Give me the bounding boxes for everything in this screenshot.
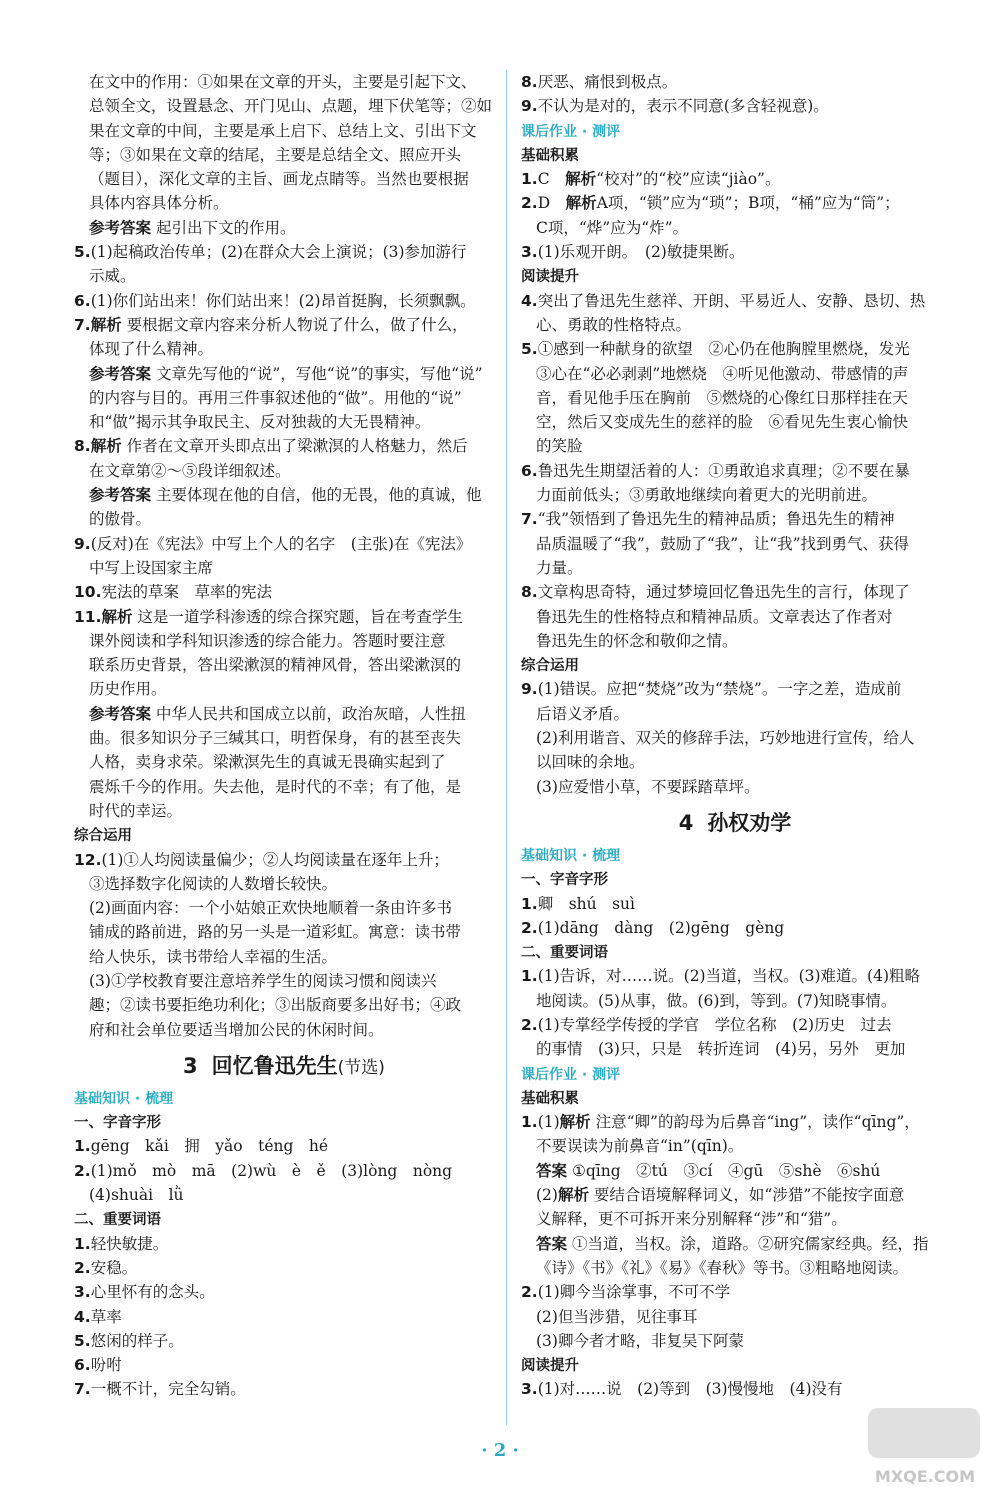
band-heading-text: 课后作业 · 测评 (521, 123, 621, 140)
answer-line (521, 775, 949, 799)
keyword-label: 答案 (536, 1234, 568, 1253)
column-divider (506, 70, 507, 1425)
answer-text: (1)错误。应把“焚烧”改为“禁烧”。一字之差，造成前 (537, 680, 902, 699)
answer-line (74, 580, 494, 604)
question-number: 1. (521, 170, 538, 189)
answer-text: (1)mǒ mò mā (2)wù è ě (3)lòng nòng (90, 1161, 453, 1180)
answer-text: C项，“烨”应为“炸”。 (536, 218, 689, 237)
answer-text: ③心在“必必剥剥”地燃烧 ④听见他激动、带感情的声 (536, 364, 909, 383)
keyword-label: 参考答案 (89, 486, 152, 505)
answer-text: “我”领悟到了鲁迅先生的精神品质；鲁迅先生的精神 (537, 510, 895, 529)
answer-line (521, 916, 949, 940)
subheading (521, 264, 949, 288)
answer-text: 悠闲的样子。 (90, 1331, 184, 1350)
answer-line (74, 726, 494, 750)
answer-line (74, 119, 494, 143)
answer-text: ①当道，当权。涂，道路。②研究儒家经典。经，指 (567, 1234, 929, 1253)
answer-text: 体现了什么精神。 (89, 340, 214, 359)
answer-line (521, 989, 949, 1013)
answer-text: 义解释，更不可拆开来分别解释“涉”和“猎”。 (536, 1210, 847, 1229)
answer-line (74, 556, 494, 580)
answer-line (521, 726, 949, 750)
right-column (521, 70, 949, 1402)
answer-text: 历史作用。 (89, 680, 167, 699)
answer-text: (1)起稿政治传单；(2)在群众大会上演说；(3)参加游行 (90, 243, 467, 262)
answer-text: (1)①人均阅读量偏少；②人均阅读量在逐年上升； (101, 850, 449, 869)
answer-line (521, 70, 949, 94)
answer-line (74, 799, 494, 823)
answer-line (74, 1377, 494, 1401)
answer-text: 空，然后又变成先生的慈祥的脸 ⑥看见先生衷心愉快 (536, 413, 909, 432)
answer-text: 府和社会单位要适当增加公民的休闲时间。 (89, 1020, 384, 1039)
answer-text: (2) (536, 1186, 558, 1205)
keyword-label: 参考答案 (89, 364, 152, 383)
answer-line (74, 1183, 494, 1207)
page-number-value: 2 (493, 1440, 507, 1461)
answer-text: 品质温暖了“我”，鼓励了“我”，让“我”找到勇气、获得 (536, 534, 910, 553)
subheading (74, 1110, 494, 1134)
section-number: 4 (678, 810, 694, 835)
answer-line (74, 1232, 494, 1256)
subheading (521, 1353, 949, 1377)
question-number: 12. (74, 850, 102, 869)
answer-text: 力量。 (536, 558, 583, 577)
answer-line (74, 1159, 494, 1183)
answer-text: 力面前低头；③勇敢地继续向着更大的光明前进。 (536, 486, 878, 505)
answer-line (521, 677, 949, 701)
answer-line (521, 629, 949, 653)
answer-line (521, 410, 949, 434)
answer-line (74, 483, 494, 507)
keyword-label: 参考答案 (89, 704, 152, 723)
answer-line (521, 1037, 949, 1061)
answer-line (74, 94, 494, 118)
answer-line (74, 969, 494, 993)
section-title-text: 孙权劝学 (707, 810, 792, 835)
answer-text: 宪法的草案 草率的宪法 (101, 583, 272, 602)
answer-text: 起引出下文的作用。 (151, 218, 296, 237)
answer-text: (1)dāng dàng (2)gēng gèng (537, 918, 785, 937)
answer-text: 一概不计，完全勾销。 (90, 1380, 246, 1399)
answer-text: 果在文章的中间，主要是承上启下、总结上文、引出下文 (89, 121, 477, 140)
answer-text: 人格，卖身求荣。梁漱溟先生的真诚无畏确实起到了 (89, 753, 446, 772)
answer-line (74, 167, 494, 191)
question-number: 2. (74, 1161, 91, 1180)
answer-text: 以回味的余地。 (536, 753, 645, 772)
keyword-label: 解析 (565, 170, 597, 189)
subheading-text: 基础积累 (521, 1090, 579, 1107)
subheading-text: 一、字音字形 (521, 872, 608, 889)
left-column (74, 70, 494, 1402)
answer-line (74, 1256, 494, 1280)
answer-line (521, 459, 949, 483)
question-number: 8. (521, 583, 538, 602)
answer-text: (1)你们站出来！你们站出来！(2)昂首挺胸，长须飘飘。 (90, 291, 476, 310)
question-number: 8. (74, 437, 91, 456)
answer-line (74, 362, 494, 386)
answer-text: 安稳。 (90, 1258, 138, 1277)
answer-line (521, 216, 949, 240)
keyword-label: 解析 (101, 607, 133, 626)
answer-line (521, 94, 949, 118)
page-number: · 2 · (481, 1440, 519, 1461)
answer-text: 中华人民共和国成立以前，政治灰暗，人性扭 (151, 704, 466, 723)
keyword-label: 解析 (565, 194, 597, 213)
question-number: 8. (521, 73, 538, 91)
answer-line (521, 1280, 949, 1304)
question-number: 3. (521, 243, 538, 262)
answer-text: 鲁迅先生的怀念和敬仰之情。 (536, 631, 738, 650)
answer-text: 后语义矛盾。 (536, 704, 630, 723)
answer-text: （题目），深化文章的主旨、画龙点睛等。当然也要根据 (89, 170, 469, 189)
answer-line (74, 434, 494, 458)
answer-text: C (537, 170, 566, 189)
question-number: 3. (521, 1380, 538, 1399)
band-heading-text: 课后作业 · 测评 (521, 1066, 621, 1083)
answer-line (74, 313, 494, 337)
subheading-text: 综合运用 (521, 658, 579, 675)
answer-line (74, 872, 494, 896)
band-heading-text: 基础知识 · 梳理 (521, 847, 621, 864)
answer-text: 铺成的路前进，路的另一头是一道彩虹。寓意：读书带 (89, 923, 462, 942)
subheading (521, 867, 949, 891)
keyword-label: 参考答案 (89, 218, 152, 237)
subheading-text: 阅读提升 (521, 269, 579, 286)
answer-text: 曲。很多知识分子三缄其口，明哲保身，有的甚至丧失 (89, 729, 462, 748)
answer-text: 吩咐 (90, 1356, 122, 1375)
answer-line (74, 459, 494, 483)
answer-text: 具体内容具体分析。 (89, 194, 229, 213)
answer-line (74, 264, 494, 288)
question-number: 6. (74, 291, 91, 310)
answer-line (74, 1018, 494, 1042)
answer-line (74, 240, 494, 264)
answer-text: (3)①学校教育要注意培养学生的阅读习惯和阅读兴 (89, 971, 437, 990)
answer-text: 课外阅读和学科知识渗透的综合能力。答题时要注意 (89, 631, 446, 650)
answer-text: 在文章第②～⑤段详细叙述。 (89, 461, 291, 480)
answer-line (521, 386, 949, 410)
answer-line (74, 653, 494, 677)
answer-line (521, 1256, 949, 1280)
answer-line (521, 605, 949, 629)
section-title-text: 回忆鲁迅先生 (211, 1053, 338, 1078)
question-number: 1. (74, 1137, 91, 1156)
answer-line (74, 702, 494, 726)
answer-line (521, 289, 949, 313)
question-number: 5. (74, 1331, 91, 1350)
question-number: 9. (521, 97, 538, 116)
subheading (521, 940, 949, 964)
answer-text: 鲁迅先生的性格特点和精神品质。文章表达了作者对 (536, 607, 893, 626)
answer-text: ①qīng ②tú ③cí ④gū ⑤shè ⑥shú (567, 1161, 881, 1180)
section-number: 3 (183, 1053, 198, 1078)
answer-text: 的事情 (3)只，只是 转折连词 (4)另，另外 更加 (536, 1040, 906, 1059)
answer-text: 震烁千今的作用。失去他，是时代的不幸；有了他，是 (89, 777, 462, 796)
answer-text: 这是一道学科渗透的综合探究题，旨在考查学生 (132, 607, 463, 626)
answer-line (521, 702, 949, 726)
answer-line (74, 896, 494, 920)
section-title (74, 1046, 494, 1086)
answer-line (74, 1280, 494, 1304)
answer-line (74, 629, 494, 653)
question-number: 7. (521, 510, 538, 529)
answer-line (521, 434, 949, 458)
question-number: 3. (74, 1283, 91, 1302)
answer-text: 不认为是对的，表示不同意(多含轻视意)。 (537, 97, 829, 116)
question-number: 9. (74, 534, 91, 553)
band-heading (521, 843, 949, 867)
answer-line (74, 191, 494, 215)
answer-line (74, 1305, 494, 1329)
answer-line (74, 337, 494, 361)
answer-line (74, 1353, 494, 1377)
answer-line (521, 556, 949, 580)
question-number: 10. (74, 583, 102, 602)
question-number: 1. (521, 967, 538, 986)
answer-line (521, 1134, 949, 1158)
question-number: 7. (74, 1380, 91, 1399)
answer-text: 轻快敏捷。 (90, 1234, 169, 1253)
answer-text: “校对”的“校”应读“jiào”。 (596, 170, 781, 189)
answer-line (74, 216, 494, 240)
band-heading (521, 1062, 949, 1086)
answer-line (521, 313, 949, 337)
answer-text: 心里怀有的念头。 (90, 1283, 215, 1302)
answer-line (521, 532, 949, 556)
answer-line (74, 677, 494, 701)
answer-text: (2)利用谐音、双关的修辞手法，巧妙地进行宣传，给人 (536, 729, 915, 748)
answer-line (521, 1377, 949, 1401)
answer-line (74, 1134, 494, 1158)
answer-line (521, 483, 949, 507)
answer-text: (1)乐观开朗。 (2)敏捷果断。 (537, 243, 745, 262)
answer-line (521, 167, 949, 191)
answer-text: 音，看见他手压在胸前 ⑤燃烧的心像红日那样挂在天 (536, 388, 909, 407)
watermark-text: MXQE.COM (874, 1467, 976, 1486)
answer-line (74, 945, 494, 969)
answer-line (521, 191, 949, 215)
answer-line (74, 993, 494, 1017)
answer-text: 趣；②读书要拒绝功利化；③出版商要多出好书；④政 (89, 996, 462, 1015)
answer-text: ③选择数字化阅读的人数增长较快。 (89, 874, 338, 893)
answer-text: ①感到一种献身的欲望 ②心仍在他胸膛里燃烧，发光 (537, 340, 910, 359)
answer-text: 时代的幸运。 (89, 801, 183, 820)
answer-line (521, 750, 949, 774)
keyword-label: 答案 (536, 1161, 568, 1180)
answer-line (74, 507, 494, 531)
answer-text: D (537, 194, 566, 213)
answer-line (521, 1183, 949, 1207)
question-number: 5. (74, 243, 91, 262)
question-number: 6. (521, 461, 538, 480)
subheading (521, 1086, 949, 1110)
answer-line (521, 1013, 949, 1037)
answer-text: 不要误读为前鼻音“in”(qīn)。 (536, 1137, 744, 1156)
answer-text: 草率 (90, 1307, 122, 1326)
question-number: 2. (521, 918, 538, 937)
keyword-label: 解析 (90, 315, 122, 334)
answer-line (521, 1110, 949, 1134)
question-number: 2. (74, 1258, 91, 1277)
answer-text: 文章先写他的“说”，写他“说”的事实，写他“说” (151, 364, 483, 383)
answer-line (74, 143, 494, 167)
watermark-logo (860, 1402, 990, 1492)
answer-text: 和“做”揭示其争取民主、反对独裁的大无畏精神。 (89, 413, 431, 432)
answer-text: (2)画面内容：一个小姑娘正欢快地顺着一条由许多书 (89, 899, 452, 918)
answer-line (521, 507, 949, 531)
subheading-text: 二、重要词语 (521, 945, 608, 962)
answer-text: 《诗》《书》《礼》《易》《春秋》等书。③粗略地阅读。 (536, 1258, 909, 1277)
answer-text: (4)shuài lǜ (89, 1186, 184, 1205)
answer-text: 卿 shú suì (537, 894, 636, 913)
answer-line (521, 1207, 949, 1231)
answer-text: (1) (537, 1113, 560, 1132)
answer-line (521, 1305, 949, 1329)
answer-text: A项，“锁”应为“琐”；B项，“桶”应为“筒”； (596, 194, 900, 213)
answer-text: (1)告诉，对……说。(2)当道，当权。(3)难道。(4)粗略 (537, 967, 921, 986)
question-number: 9. (521, 680, 538, 699)
answer-text: 的笑脸 (536, 437, 583, 456)
subheading-text: 阅读提升 (521, 1358, 579, 1375)
answer-text: (3)应爱惜小草，不要踩踏草坪。 (536, 777, 760, 796)
answer-text: 给人快乐，读书带给人幸福的生活。 (89, 947, 338, 966)
answer-text: (3)卿今者才略，非复吴下阿蒙 (536, 1331, 744, 1350)
keyword-label: 解析 (559, 1113, 591, 1132)
subheading (521, 653, 949, 677)
answer-text: 要结合语境解释词义，如“涉猎”不能按字面意 (588, 1186, 905, 1205)
section-title-sub: (节选) (337, 1057, 385, 1078)
answer-line (521, 1329, 949, 1353)
subheading-text: 基础积累 (521, 147, 579, 164)
subheading (521, 143, 949, 167)
answer-text: 联系历史背景，答出梁漱溟的精神风骨，答出梁漱溟的 (89, 656, 462, 675)
answer-text: 示威。 (89, 267, 136, 286)
answer-text: 的傲骨。 (89, 510, 152, 529)
answer-text: 的内容与目的。再用三件事叙述他的“做”。用他的“说” (89, 388, 462, 407)
answer-line (74, 920, 494, 944)
question-number: 2. (521, 1283, 538, 1302)
answer-line (74, 775, 494, 799)
question-number: 2. (521, 1015, 538, 1034)
band-heading-text: 基础知识 · 梳理 (74, 1090, 174, 1107)
answer-text: (反对)在《宪法》中写上个人的名字 (主张)在《宪法》 (90, 534, 472, 553)
answer-line (521, 892, 949, 916)
answer-text: (1)卿今当涂掌事，不可不学 (537, 1283, 731, 1302)
answer-text: 地阅读。(5)从事，做。(6)到，等到。(7)知晓事情。 (536, 991, 897, 1010)
answer-line (74, 70, 494, 94)
subheading-text: 一、字音字形 (74, 1115, 161, 1132)
subheading (74, 823, 494, 847)
question-number: 1. (74, 1234, 91, 1253)
answer-line (521, 964, 949, 988)
band-heading (74, 1086, 494, 1110)
answer-text: (1)对……说 (2)等到 (3)慢慢地 (4)没有 (537, 1380, 843, 1399)
answer-text: 注意“卿”的韵母为后鼻音“ing”，读作“qīng”， (590, 1113, 920, 1132)
answer-line (521, 240, 949, 264)
answer-line (521, 1232, 949, 1256)
question-number: 11. (74, 607, 102, 626)
answer-line (74, 1329, 494, 1353)
answer-line (74, 848, 494, 872)
question-number: 1. (521, 1113, 538, 1132)
answer-text: (1)专掌经学传授的学官 学位名称 (2)历史 过去 (537, 1015, 892, 1034)
question-number: 4. (74, 1307, 91, 1326)
question-number: 2. (521, 194, 538, 213)
question-number: 1. (521, 894, 538, 913)
answer-text: (2)但当涉猎，见往事耳 (536, 1307, 698, 1326)
answer-text: 主要体现在他的自信，他的无畏，他的真诚，他 (151, 486, 482, 505)
question-number: 7. (74, 315, 91, 334)
answer-line (74, 289, 494, 313)
answer-text: gēng kǎi 拥 yǎo téng hé (90, 1137, 329, 1156)
section-title (521, 803, 949, 843)
answer-text: 在文中的作用：①如果在文章的开头，主要是引起下文、 (89, 73, 477, 91)
answer-line (521, 337, 949, 361)
answer-line (74, 605, 494, 629)
answer-line (521, 1159, 949, 1183)
answer-line (74, 410, 494, 434)
answer-text: 突出了鲁迅先生慈祥、开朗、平易近人、安静、恳切、热 (537, 291, 926, 310)
question-number: 4. (521, 291, 538, 310)
answer-line (521, 362, 949, 386)
answer-text: 等；③如果在文章的结尾，主要是总结全文、照应开头 (89, 145, 462, 164)
answer-text: 厌恶、痛恨到极点。 (537, 73, 678, 91)
answer-text: 要根据文章内容来分析人物说了什么，做了什么， (121, 315, 468, 334)
answer-text: 文章构思奇特，通过梦境回忆鲁迅先生的言行，体现了 (537, 583, 910, 602)
subheading-text: 综合运用 (74, 828, 132, 845)
band-heading (521, 119, 949, 143)
keyword-label: 解析 (90, 437, 122, 456)
answer-text: 心、勇敢的性格特点。 (536, 315, 692, 334)
keyword-label: 解析 (557, 1186, 589, 1205)
answer-text: 总领全文，设置悬念、开门见山、点题，埋下伏笔等；②如 (89, 97, 493, 116)
answer-line (74, 386, 494, 410)
question-number: 5. (521, 340, 538, 359)
answer-text: 中写上设国家主席 (89, 558, 214, 577)
answer-line (521, 580, 949, 604)
answer-line (74, 750, 494, 774)
answer-text: 作者在文章开头即点出了梁漱溟的人格魅力，然后 (121, 437, 468, 456)
answer-line (74, 532, 494, 556)
answer-text: 鲁迅先生期望活着的人：①勇敢追求真理；②不要在暴 (537, 461, 910, 480)
question-number: 6. (74, 1356, 91, 1375)
subheading (74, 1207, 494, 1231)
subheading-text: 二、重要词语 (74, 1212, 161, 1229)
